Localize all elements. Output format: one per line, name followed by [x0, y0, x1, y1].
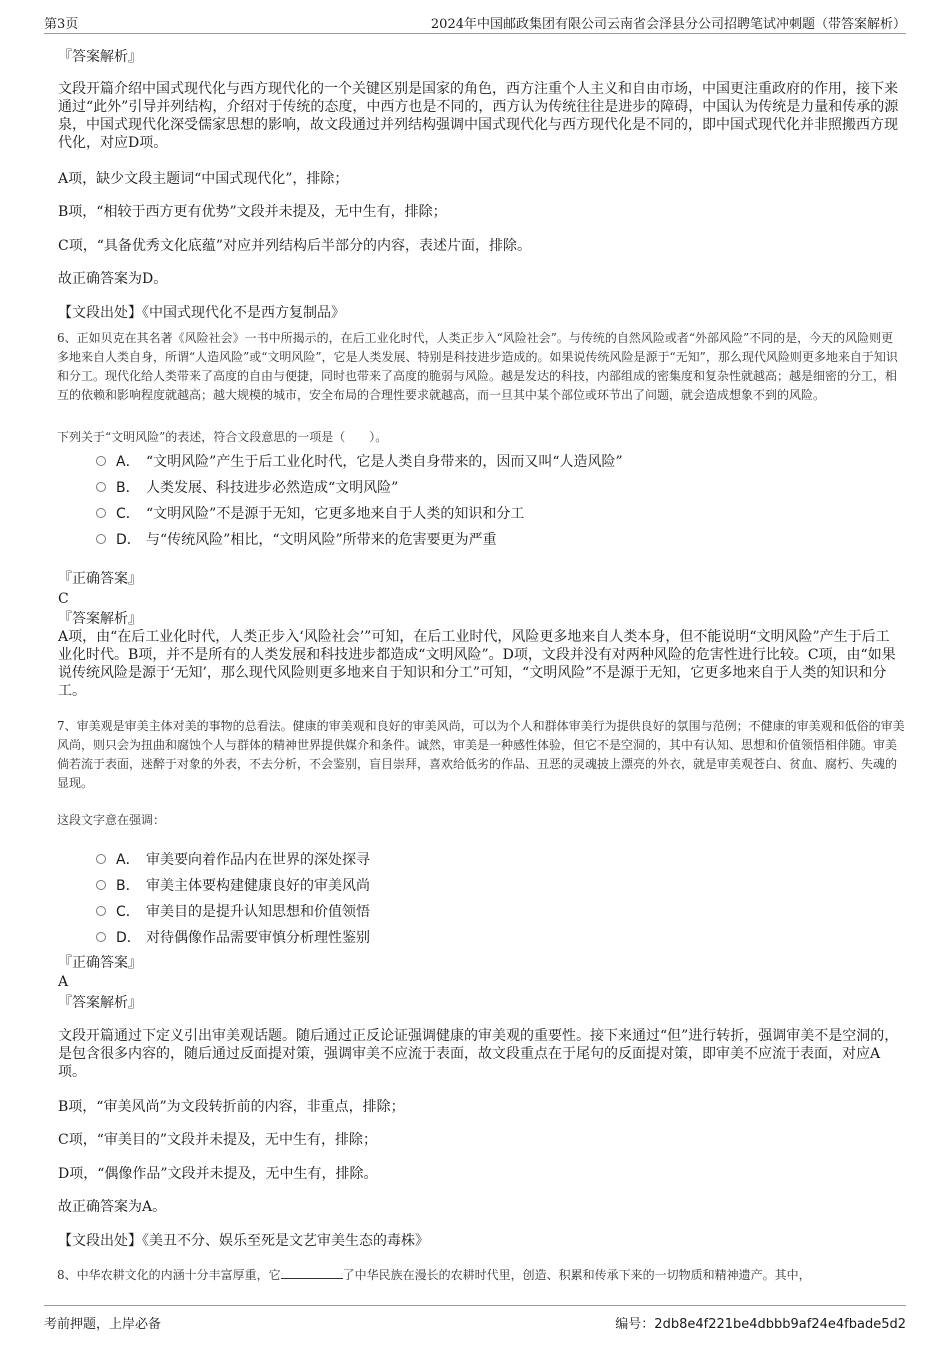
footer-slogan: 考前押题，上岸必备: [44, 1317, 162, 1332]
option-text: 审美目的是提升认知思想和价值领悟: [146, 904, 370, 920]
q6-analysis-label: 『答案解析』: [58, 611, 142, 627]
option-letter: D．: [116, 532, 141, 548]
footer-code: [615, 1313, 906, 1332]
q6-option-c[interactable]: [96, 503, 524, 523]
radio-icon[interactable]: [96, 482, 106, 492]
option-text: 人类发展、科技进步必然造成“文明风险”: [146, 480, 399, 496]
radio-icon[interactable]: [96, 854, 106, 864]
q7-option-d[interactable]: [96, 927, 370, 947]
radio-icon[interactable]: [96, 906, 106, 916]
option-letter: B．: [116, 878, 140, 894]
q5-source: 【文段出处】《中国式现代化不是西方复制品》: [58, 305, 345, 321]
q7-option-a[interactable]: [96, 849, 370, 869]
q5-analysis: 文段开篇介绍中国式现代化与西方现代化的一个关键区别是国家的角色，西方注重个人主义和自由市场，中国更注重政府的作用，接下来通过“此外”引导并列结构，介绍对于传统的态度，中西方也是不同的，西方认为传统往往是进步的障碍，中国认为传统是力量和传承的源泉，中国式现代化深受儒家思想的影响，故文段通过并列结构强调中国式现代化与西方现代化是不同的，即中国式现代化并非照搬西方现代化，对应D项。: [58, 81, 899, 151]
q7-option-c[interactable]: [96, 901, 370, 921]
q7-option-d-note: D项，“偶像作品”文段并未提及，无中生有，排除。: [58, 1166, 378, 1182]
q6-option-a[interactable]: [96, 451, 623, 471]
q7-analysis-label: 『答案解析』: [58, 995, 142, 1011]
q8-stem: [57, 1266, 905, 1285]
option-text: 对待偶像作品需要审慎分析理性鉴别: [146, 930, 370, 946]
q8-stem-after: 了中华民族在漫长的农耕时代里，创造、积累和传承下来的一切物质和精神遗产。其中，: [342, 1268, 811, 1282]
q7-conclusion: 故正确答案为A。: [58, 1199, 167, 1215]
radio-icon[interactable]: [96, 880, 106, 890]
option-text: “文明风险”产生于后工业化时代，它是人类自身带来的，因而又叫“人造风险”: [146, 454, 623, 470]
q7-option-b[interactable]: [96, 875, 370, 895]
q6-option-b[interactable]: [96, 477, 398, 497]
q7-analysis: 文段开篇通过下定义引出审美观话题。随后通过正反论证强调健康的审美观的重要性。接下来通过“但”进行转折，强调审美不是空洞的，是包含很多内容的，随后通过反面提对策，强调审美不应流于表面，故文段重点在于尾句的反面提对策，即审美不应流于表面，对应A项。: [58, 1028, 899, 1080]
code-label: 编号：: [615, 1317, 655, 1332]
option-text: 审美要向着作品内在世界的深处探寻: [146, 852, 370, 868]
q7-answer-label: 『正确答案』: [58, 955, 142, 971]
q8-stem-before: 8、中华农耕文化的内涵十分丰富厚重，它: [57, 1268, 281, 1282]
option-text: 与“传统风险”相比，“文明风险”所带来的危害要更为严重: [146, 532, 497, 548]
q7-question: 这段文字意在强调：: [57, 813, 166, 827]
fill-blank[interactable]: [281, 1266, 343, 1279]
code-value: 2db8e4f221be4dbbb9af24e4fbade5d2: [654, 1317, 906, 1332]
option-letter: C．: [116, 506, 140, 522]
q6-answer: C: [58, 591, 69, 607]
radio-icon[interactable]: [96, 932, 106, 942]
q6-answer-label: 『正确答案』: [58, 571, 142, 587]
option-letter: B．: [116, 480, 140, 496]
page-number: 第3页: [44, 17, 79, 32]
q7-answer: A: [58, 974, 69, 990]
option-letter: D．: [116, 930, 141, 946]
radio-icon[interactable]: [96, 508, 106, 518]
q6-analysis: A项，由“在后工业化时代，人类正步入‘风险社会’”可知，在后工业时代，风险更多地来自人类本身，但不能说明“文明风险”产生于后工业化时代。B项，并不是所有的人类发展和科技进步都造成“文明风险”。D项，文段并没有对两种风险的危害性进行比较。C项，由“如果说传统风险是源于‘无知’，那么现代风险则更多地来自于知识和分工”可知，“文明风险”不是源于无知，它更多地来自于人类的知识和分工。: [58, 629, 896, 699]
option-letter: C．: [116, 904, 140, 920]
q6-option-d[interactable]: [96, 529, 497, 549]
q7-source: 【文段出处】《美丑不分、娱乐至死是文艺审美生态的毒株》: [58, 1233, 429, 1249]
q7-stem: 7、审美观是审美主体对美的事物的总看法。健康的审美观和良好的审美风尚，可以为个人和群体审美行为提供良好的氛围与范例；不健康的审美观和低俗的审美风尚，则只会为扭曲和腐蚀个人与群体的精神世界提供媒介和条件。诚然，审美是一种感性体验，但它不是空洞的，其中有认知、思想和价值领悟相伴随。审美倘若流于表面，迷醉于对象的外表，不去分析，不会鉴别，盲目崇拜，喜欢给低劣的作品、丑恶的灵魂披上漂亮的外衣，就是审美观苍白、贫血、腐朽、失魂的显现。: [57, 719, 905, 790]
page-header: [44, 13, 906, 34]
q6-question: 下列关于“文明风险”的表述，符合文段意思的一项是（ ）。: [57, 430, 388, 444]
q5-option-a-note: A项，缺少文段主题词“中国式现代化”，排除；: [58, 171, 349, 187]
q5-option-b-note: B项，“相较于西方更有优势”文段并未提及，无中生有，排除；: [58, 204, 447, 220]
q6-stem: 6、正如贝克在其名著《风险社会》一书中所揭示的，在后工业化时代，人类正步入“风险社会”。与传统的自然风险或者“外部风险”不同的是，今天的风险则更多地来自人类自身，所谓“人造风险”或“文明风险”，它是人类发展、特别是科技进步造成的。如果说传统风险是源于“无知”，那么现代风险则更多地来自于知识和分工。现代化给人类带来了高度的自由与便捷，同时也带来了高度的脆弱与风险。越是发达的科技，内部组成的密集度和复杂性就越高；越是细密的分工，相互的依赖和影响程度就越高；越大规模的城市，安全布局的合理性要求就越高，而一旦其中某个部位或环节出了问题，就会造成想象不到的风险。: [57, 331, 898, 402]
document-title: 2024年中国邮政集团有限公司云南省会泽县分公司招聘笔试冲刺题（带答案解析）: [430, 17, 906, 32]
radio-icon[interactable]: [96, 534, 106, 544]
option-letter: A．: [116, 454, 140, 470]
radio-icon[interactable]: [96, 456, 106, 466]
page-footer: [44, 1305, 906, 1335]
q5-conclusion: 故正确答案为D。: [58, 271, 168, 287]
option-text: “文明风险”不是源于无知，它更多地来自于人类的知识和分工: [146, 506, 525, 522]
q7-option-b-note: B项，“审美风尚”为文段转折前的内容，非重点，排除；: [58, 1099, 405, 1115]
option-text: 审美主体要构建健康良好的审美风尚: [146, 878, 370, 894]
q5-analysis-label: 『答案解析』: [58, 49, 142, 65]
option-letter: A．: [116, 852, 140, 868]
q5-option-c-note: C项，“具备优秀文化底蕴”对应并列结构后半部分的内容，表述片面，排除。: [58, 238, 532, 254]
q7-option-c-note: C项，“审美目的”文段并未提及，无中生有，排除；: [58, 1132, 378, 1148]
